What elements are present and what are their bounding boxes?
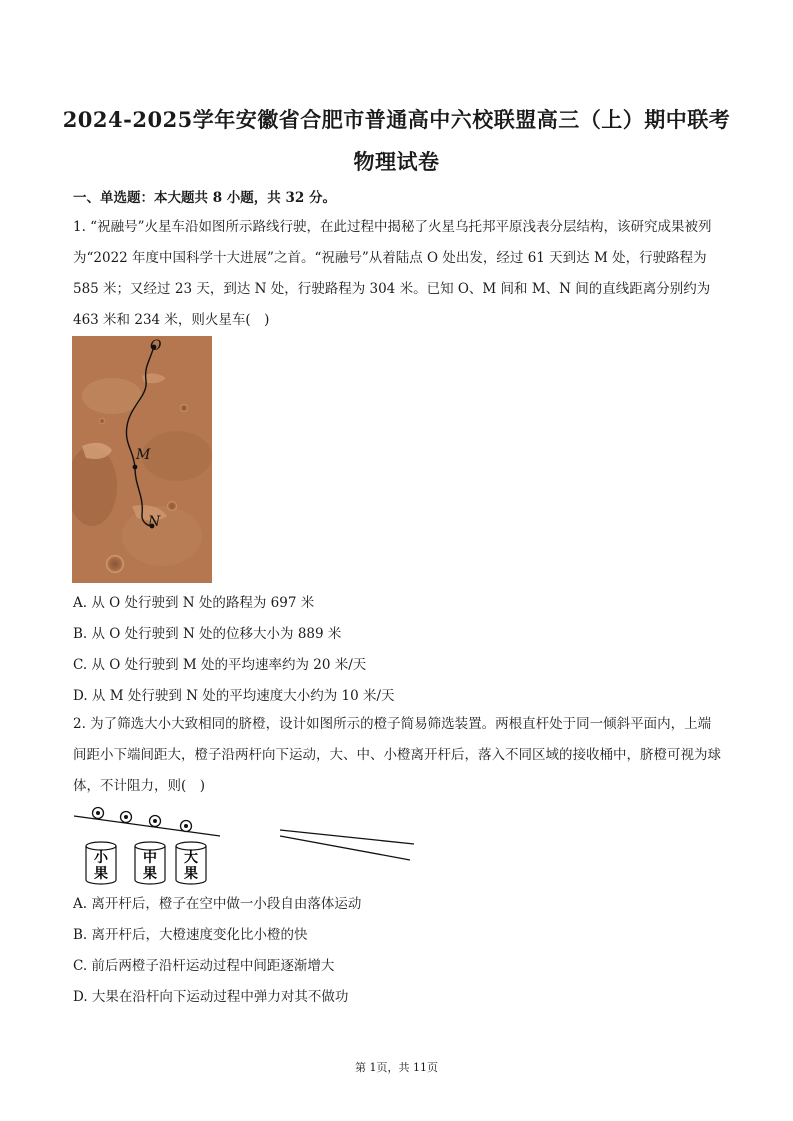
label-o: O xyxy=(150,338,162,354)
mars-rover-route-figure xyxy=(72,336,212,583)
orange-ball xyxy=(93,808,104,819)
crater-mark xyxy=(180,404,188,412)
bucket-label-large: 果 xyxy=(184,866,198,882)
question-1-option-a: A. 从 O 处行驶到 N 处的路程为 697 米 xyxy=(73,595,315,611)
label-m: M xyxy=(136,447,151,463)
question-1-option-c: C. 从 O 处行驶到 M 处的平均速率约为 20 米/天 xyxy=(73,657,367,673)
bucket-label-medium: 中 xyxy=(143,850,157,866)
exam-title: 2024-2025学年安徽省合肥市普通高中六校联盟高三（上）期中联考 xyxy=(62,107,731,132)
exam-subject: 物理试卷 xyxy=(353,149,440,174)
section-heading: 一、单选题：本大题共 8 小题，共 32 分。 xyxy=(73,190,336,206)
rod-top-view-upper xyxy=(280,830,414,844)
orange-sorting-figure xyxy=(72,800,422,888)
question-2-option-d: D. 大果在沿杆向下运动过程中弹力对其不做功 xyxy=(73,989,349,1005)
bucket-label-large: 大 xyxy=(184,850,198,866)
page-number: 第 1页，共 11页 xyxy=(355,1061,438,1074)
bucket-label-medium: 果 xyxy=(143,866,157,882)
bucket-large xyxy=(176,842,206,884)
crater-mark xyxy=(167,501,177,511)
orange-ball xyxy=(121,812,132,823)
question-2-option-b: B. 离开杆后，大橙速度变化比小橙的快 xyxy=(73,927,308,943)
question-2-text: 2. 为了筛选大小大致相同的脐橙，设计如图所示的橙子简易筛选装置。两根直杆处于同一倾斜平面内，上端间距小下端间距大，橙子沿两杆向下运动，大、中、小橙离开杆后，落入不同区域的接收桶中，脐橙可视为球体，不计阻力，则( ) xyxy=(73,716,721,794)
orange-ball xyxy=(181,821,192,832)
crater-mark xyxy=(99,418,105,424)
question-1-option-b: B. 从 O 处行驶到 N 处的位移大小为 889 米 xyxy=(73,626,342,642)
question-1-text: 1. “祝融号”火星车沿如图所示路线行驶，在此过程中揭秘了火星乌托邦平原浅表分层结构，该研究成果被列为“2022 年度中国科学十大进展”之首。“祝融号”从着陆点 O 处出发，经过 61 天到达 M 处，行驶路程为 585 米；又经过 23 天，到达 N 处，行驶路程为 304 米。已知 O、M 间和 M、N 间的直线距离分别约为 463 米和 234 米，则火星车( ) xyxy=(73,219,712,328)
bucket-label-small: 果 xyxy=(94,866,108,882)
crater-mark xyxy=(106,555,124,573)
bucket-small xyxy=(86,842,116,884)
label-n: N xyxy=(148,514,161,530)
point-m-marker xyxy=(133,465,138,470)
question-1-option-d: D. 从 M 处行驶到 N 处的平均速度大小约为 10 米/天 xyxy=(73,688,395,704)
question-2-option-a: A. 离开杆后，橙子在空中做一小段自由落体运动 xyxy=(73,896,362,912)
bucket-medium xyxy=(135,842,165,884)
bucket-label-small: 小 xyxy=(94,850,108,866)
rod-top-view-lower xyxy=(280,836,410,860)
question-2-option-c: C. 前后两橙子沿杆运动过程中间距逐渐增大 xyxy=(73,958,335,974)
rod-side-view xyxy=(74,816,220,836)
orange-ball xyxy=(150,816,161,827)
